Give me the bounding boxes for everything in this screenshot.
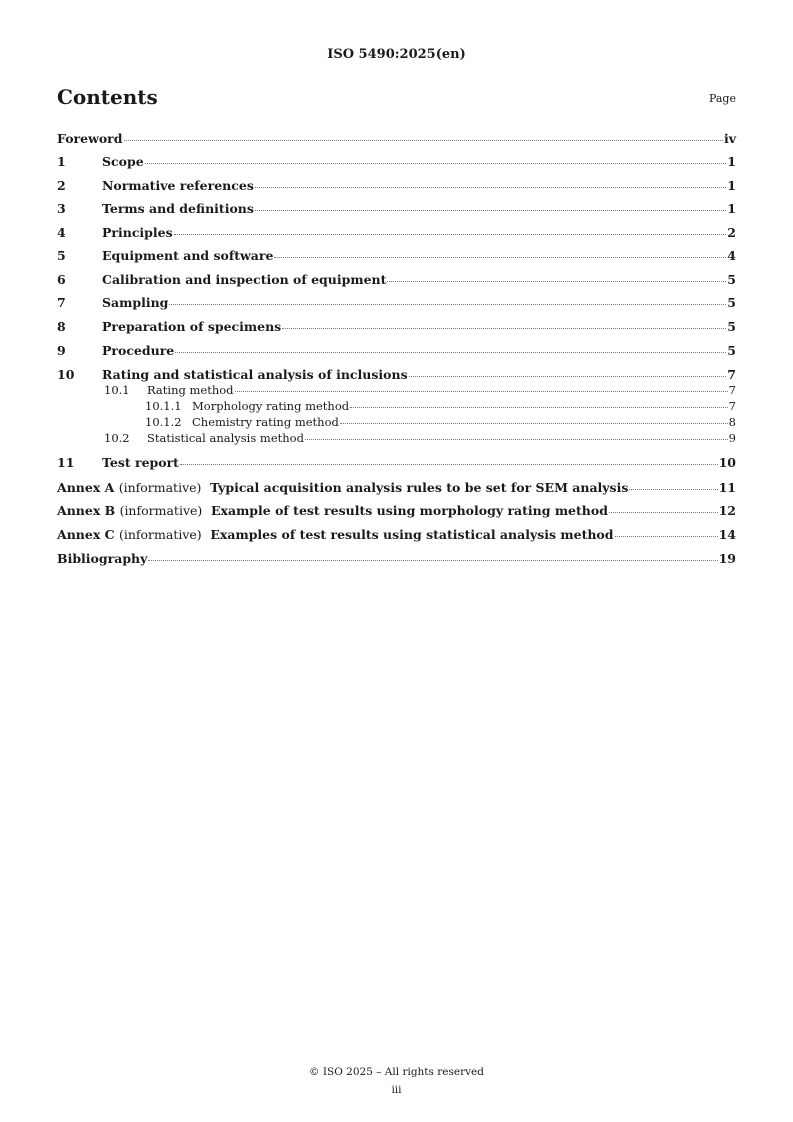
toc-title: Terms and definitions — [102, 201, 254, 216]
dot-leader — [274, 257, 726, 258]
toc-title: Calibration and inspection of equipment — [102, 272, 387, 287]
toc-title: Typical acquisition analysis rules to be set for SEM analysis — [210, 480, 629, 495]
toc-title: Test report — [102, 455, 179, 470]
annex-label: Annex A — [57, 480, 115, 495]
dot-leader — [175, 352, 726, 353]
toc-title: Rating and statistical analysis of inclusions — [102, 367, 408, 382]
toc-number: 5 — [57, 248, 66, 263]
annex-label: Annex B — [57, 503, 116, 518]
toc-title: Scope — [102, 154, 144, 169]
toc-number: 10.2 — [104, 431, 130, 445]
toc-subentry[interactable] — [57, 400, 736, 413]
toc-subentry[interactable] — [57, 432, 736, 445]
toc-title: Morphology rating method — [192, 399, 350, 413]
toc-page: 8 — [728, 415, 736, 429]
dot-leader — [180, 464, 718, 465]
annex-note: (informative) — [119, 503, 203, 518]
toc-number: 10 — [57, 367, 75, 382]
document-header: ISO 5490:2025(en) — [327, 47, 466, 62]
dot-leader — [124, 140, 723, 141]
toc-page: 7 — [728, 383, 736, 397]
toc-number: 9 — [57, 343, 66, 358]
toc-page: 4 — [727, 248, 736, 263]
toc-page: 7 — [727, 367, 736, 382]
toc-entry[interactable] — [57, 178, 736, 193]
toc-title: Example of test results using morphology rating method — [211, 503, 608, 518]
dot-leader — [282, 328, 726, 329]
dot-leader — [255, 210, 726, 211]
dot-leader — [235, 391, 728, 392]
copyright-footer: © ISO 2025 – All rights reserved — [309, 1066, 484, 1078]
dot-leader — [148, 560, 717, 561]
toc-page: iv — [723, 131, 736, 146]
toc-page: 7 — [728, 399, 736, 413]
toc-number: 10.1 — [104, 383, 130, 397]
dot-leader — [409, 376, 727, 377]
page-number: iii — [391, 1084, 402, 1096]
toc-page: 14 — [718, 527, 736, 542]
toc-number: 2 — [57, 178, 66, 193]
toc-title: Examples of test results using statistical analysis method — [210, 527, 614, 542]
annex-label: Annex C — [57, 527, 115, 542]
toc-entry[interactable] — [57, 367, 736, 382]
toc-entry[interactable] — [57, 248, 736, 263]
dot-leader — [387, 281, 726, 282]
toc-title: Sampling — [102, 295, 169, 310]
toc-page: 2 — [727, 225, 736, 240]
dot-leader — [350, 407, 728, 408]
toc-entry[interactable] — [57, 295, 736, 310]
dot-leader — [255, 187, 726, 188]
toc-entry[interactable] — [57, 225, 736, 240]
toc-title: Statistical analysis method — [147, 431, 304, 445]
toc-subentry[interactable] — [57, 416, 736, 429]
toc-title: Principles — [102, 225, 173, 240]
dot-leader — [305, 439, 728, 440]
toc-subentry[interactable] — [57, 384, 736, 397]
toc-page: 10 — [718, 455, 736, 470]
toc-page: 11 — [718, 480, 736, 495]
toc-entry-annex-c[interactable] — [57, 527, 736, 542]
toc-number: 4 — [57, 225, 66, 240]
toc-title: Preparation of specimens — [102, 319, 282, 334]
annex-note: (informative) — [118, 527, 202, 542]
page-column-label: Page — [708, 92, 736, 105]
toc-entry-annex-b[interactable] — [57, 503, 736, 518]
toc-entry[interactable] — [57, 455, 736, 470]
dot-leader — [340, 423, 728, 424]
toc-entry[interactable] — [57, 319, 736, 334]
toc-title: Normative references — [102, 178, 254, 193]
toc-page: 1 — [727, 201, 736, 216]
dot-leader — [629, 489, 717, 490]
toc-page: 5 — [727, 343, 736, 358]
dot-leader — [615, 536, 718, 537]
toc-page: 12 — [718, 503, 736, 518]
toc-number: 8 — [57, 319, 66, 334]
dot-leader — [169, 304, 726, 305]
toc-entry[interactable] — [57, 154, 736, 169]
toc-number: 1 — [57, 154, 66, 169]
annex-note: (informative) — [118, 480, 202, 495]
toc-number: 3 — [57, 201, 66, 216]
toc-title: Rating method — [147, 383, 234, 397]
toc-number: 10.1.1 — [145, 399, 182, 413]
toc-title: Bibliography — [57, 551, 148, 566]
toc-entry[interactable] — [57, 343, 736, 358]
toc-number: 11 — [57, 455, 75, 470]
toc-title: Procedure — [102, 343, 175, 358]
toc-number: 10.1.2 — [145, 415, 182, 429]
toc-page: 5 — [727, 295, 736, 310]
dot-leader — [174, 234, 727, 235]
toc-number: 6 — [57, 272, 66, 287]
page-title: Contents — [57, 85, 158, 109]
toc-entry[interactable] — [57, 272, 736, 287]
toc-title: Foreword — [57, 131, 123, 146]
toc-page: 5 — [727, 319, 736, 334]
toc-entry[interactable] — [57, 201, 736, 216]
toc-page: 5 — [727, 272, 736, 287]
toc-title: Chemistry rating method — [192, 415, 339, 429]
toc-page: 1 — [727, 154, 736, 169]
toc-entry-foreword[interactable] — [57, 131, 736, 146]
toc-entry-annex-a[interactable] — [57, 480, 736, 495]
toc-title: Equipment and software — [102, 248, 274, 263]
toc-page: 19 — [718, 551, 736, 566]
toc-page: 1 — [727, 178, 736, 193]
toc-page: 9 — [728, 431, 736, 445]
toc-entry-bibliography[interactable] — [57, 551, 736, 566]
dot-leader — [145, 163, 727, 164]
toc-number: 7 — [57, 295, 66, 310]
dot-leader — [609, 512, 718, 513]
